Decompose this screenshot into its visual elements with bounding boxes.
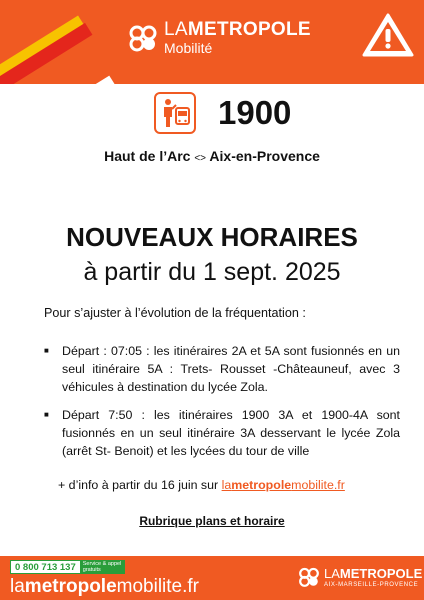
headline: NOUVEAUX HORAIRES xyxy=(66,222,358,252)
logo-metropole: METROPOLE xyxy=(187,19,311,40)
la-metropole-logo-icon xyxy=(128,23,158,53)
effective-date: à partir du 1 sept. 2025 xyxy=(83,258,341,286)
phone-tag: Service & appel gratuits xyxy=(80,561,125,573)
footer-website[interactable]: lametropolemobilite.fr xyxy=(10,576,200,597)
logo-subtitle: Mobilité xyxy=(164,40,213,56)
decor-stripe-white xyxy=(75,76,114,84)
info-text: + d’info à partir du 16 juin sur xyxy=(58,478,222,492)
warning-icon xyxy=(362,12,414,58)
footer-banner xyxy=(0,556,424,600)
footer-logo: LAMETROPOLE AIX-MARSEILLE-PROVENCE xyxy=(298,566,422,588)
route-from: Haut de l’Arc xyxy=(104,148,191,164)
website-link[interactable]: lametropolemobilite.fr xyxy=(221,478,345,492)
info-line xyxy=(58,478,345,492)
bullet-square-icon: ■ xyxy=(44,346,49,355)
la-metropole-logo xyxy=(128,20,311,55)
list-item xyxy=(44,342,400,396)
plans-horaires-link[interactable]: Rubrique plans et horaire xyxy=(139,514,285,528)
bullet-text: Départ : 07:05 : les itinéraires 2A et 5A sont fusionnés en un seul itinéraire 5A : Trets- Rousset -Châteauneuf, avec 3 véhicules à destination du lycée Zola. xyxy=(62,344,400,394)
header-banner xyxy=(0,0,424,84)
route-separator: <> xyxy=(194,153,207,164)
phone-number[interactable]: 0 800 713 137 xyxy=(15,561,76,573)
route-to: Aix-en-Provence xyxy=(209,148,320,164)
line-number: 1900 xyxy=(218,94,292,131)
line-header xyxy=(154,92,291,134)
logo-la: LA xyxy=(164,19,188,40)
bullet-square-icon: ■ xyxy=(44,410,49,419)
intro-text: Pour s’ajuster à l’évolution de la fréquentation : xyxy=(44,306,306,320)
decor-stripe-red xyxy=(0,23,92,84)
footer-logo-subtitle: AIX-MARSEILLE-PROVENCE xyxy=(324,581,419,588)
bullet-text: Départ 7:50 : les itinéraires 1900 3A et 1900-4A sont fusionnés en un seul itinéraire 3A desservant le lycée Zola (arrêt St- Benoit) et les lycées du tour de ville xyxy=(62,408,400,458)
bus-stop-passenger-icon xyxy=(154,92,196,134)
route-label xyxy=(0,148,424,164)
la-metropole-logo-icon xyxy=(298,566,320,588)
list-item xyxy=(44,406,400,460)
phone-badge xyxy=(10,560,125,574)
